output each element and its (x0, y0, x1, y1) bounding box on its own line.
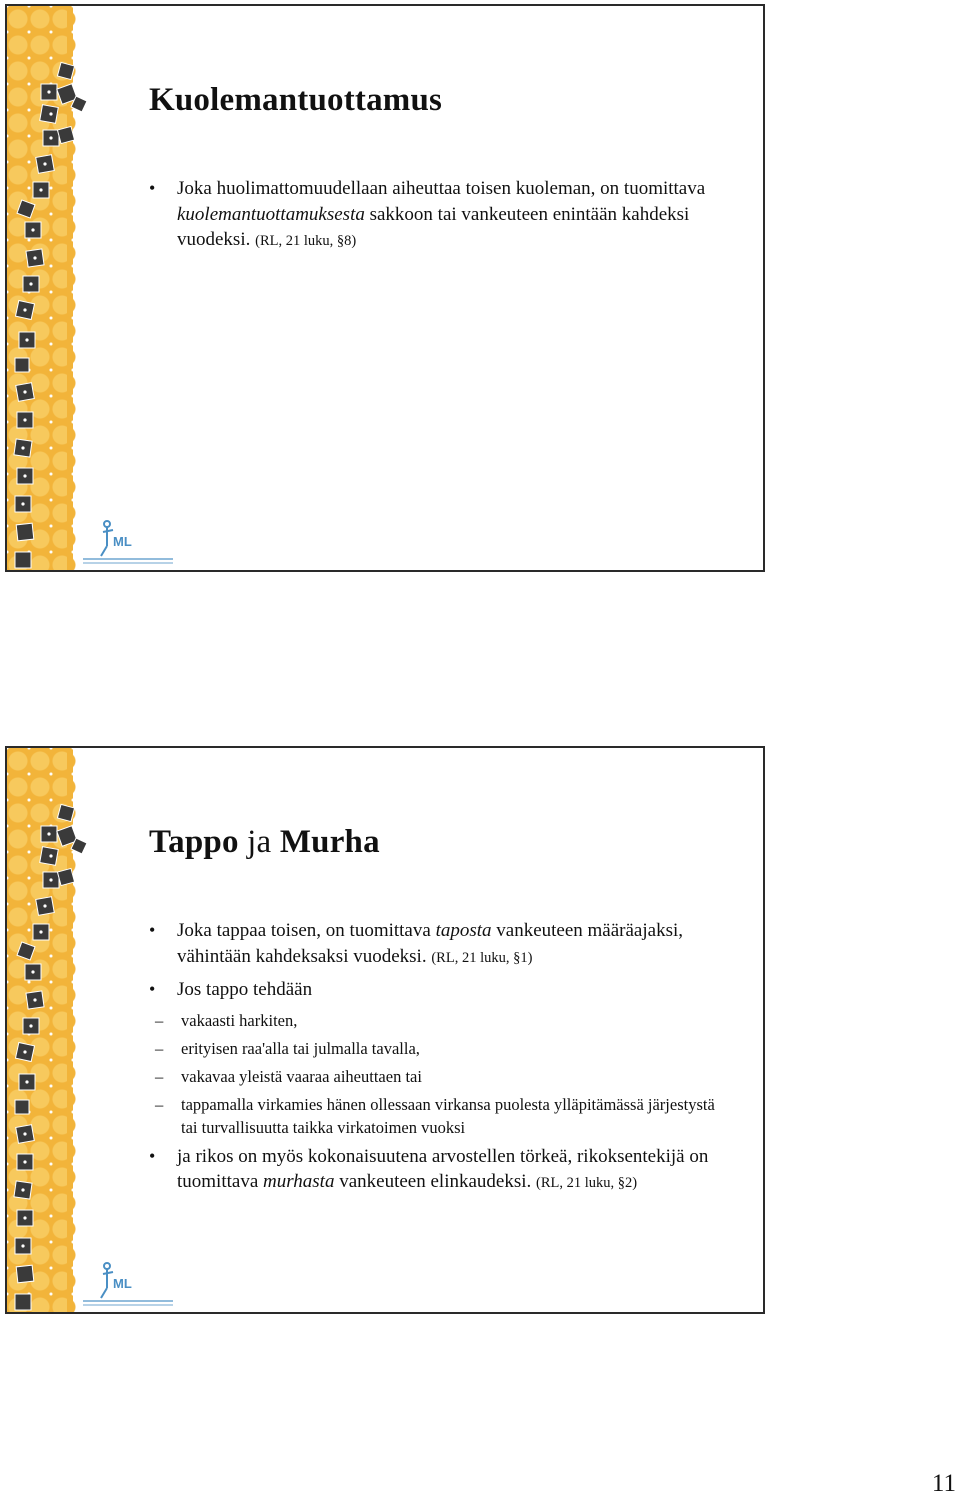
sub-bullet-item: – vakavaa yleistä vaaraa aiheuttaen tai (147, 1065, 723, 1088)
bullet-item: • Joka huolimattomuudellaan aiheuttaa toisen kuoleman, on tuomittava kuolemantuottamuksesta sakkoon tai vankeuteen enintään kahdeksi vuodeksi. (RL, 21 luku, §8) (147, 176, 723, 255)
bullet-item: • Jos tappo tehdään (147, 977, 723, 1003)
bullet-item: • ja rikos on myös kokonaisuutena arvostellen törkeä, rikoksentekijä on tuomittava murhasta vankeuteen elinkaudeksi. (RL, 21 luku, §2) (147, 1144, 723, 1197)
tml-logo-icon (73, 1258, 183, 1310)
svg-text:ML: ML (113, 1276, 132, 1291)
bullet-item: • Joka tappaa toisen, on tuomittava taposta vankeuteen määräajaksi, vähintään kahdeksaksi vuodeksi. (RL, 21 luku, §1) (147, 918, 723, 971)
sub-bullet-list (147, 1009, 723, 1139)
sub-bullet-item: – tappamalla virkamies hänen ollessaan virkansa puolesta ylläpitämässä järjestystä tai turvallisuutta taikka virkatoimen vuoksi (147, 1093, 723, 1139)
slide-2 (5, 746, 765, 1314)
slide-content (147, 918, 723, 1203)
emphasis-term: taposta (435, 920, 492, 941)
emphasis-term: murhasta (263, 1171, 335, 1192)
slide-content (147, 176, 723, 261)
tile-figure-icon (7, 6, 97, 572)
law-reference: (RL, 21 luku, §8) (255, 233, 357, 249)
slide-title: Kuolemantuottamus (149, 82, 443, 118)
svg-text:ML: ML (113, 534, 132, 549)
tile-figure-icon (7, 748, 97, 1314)
sub-bullet-item: – erityisen raa'alla tai julmalla tavalla, (147, 1037, 723, 1060)
law-reference: (RL, 21 luku, §1) (431, 949, 533, 966)
slide-1 (5, 4, 765, 572)
tml-logo-icon (73, 516, 183, 568)
law-reference: (RL, 21 luku, §2) (536, 1175, 638, 1191)
emphasis-term: kuolemantuottamuksesta (177, 203, 365, 225)
sub-bullet-item: – vakaasti harkiten, (147, 1009, 723, 1032)
slide-title: Tappo ja Murha (149, 824, 380, 860)
page-number: 11 (931, 1470, 956, 1497)
